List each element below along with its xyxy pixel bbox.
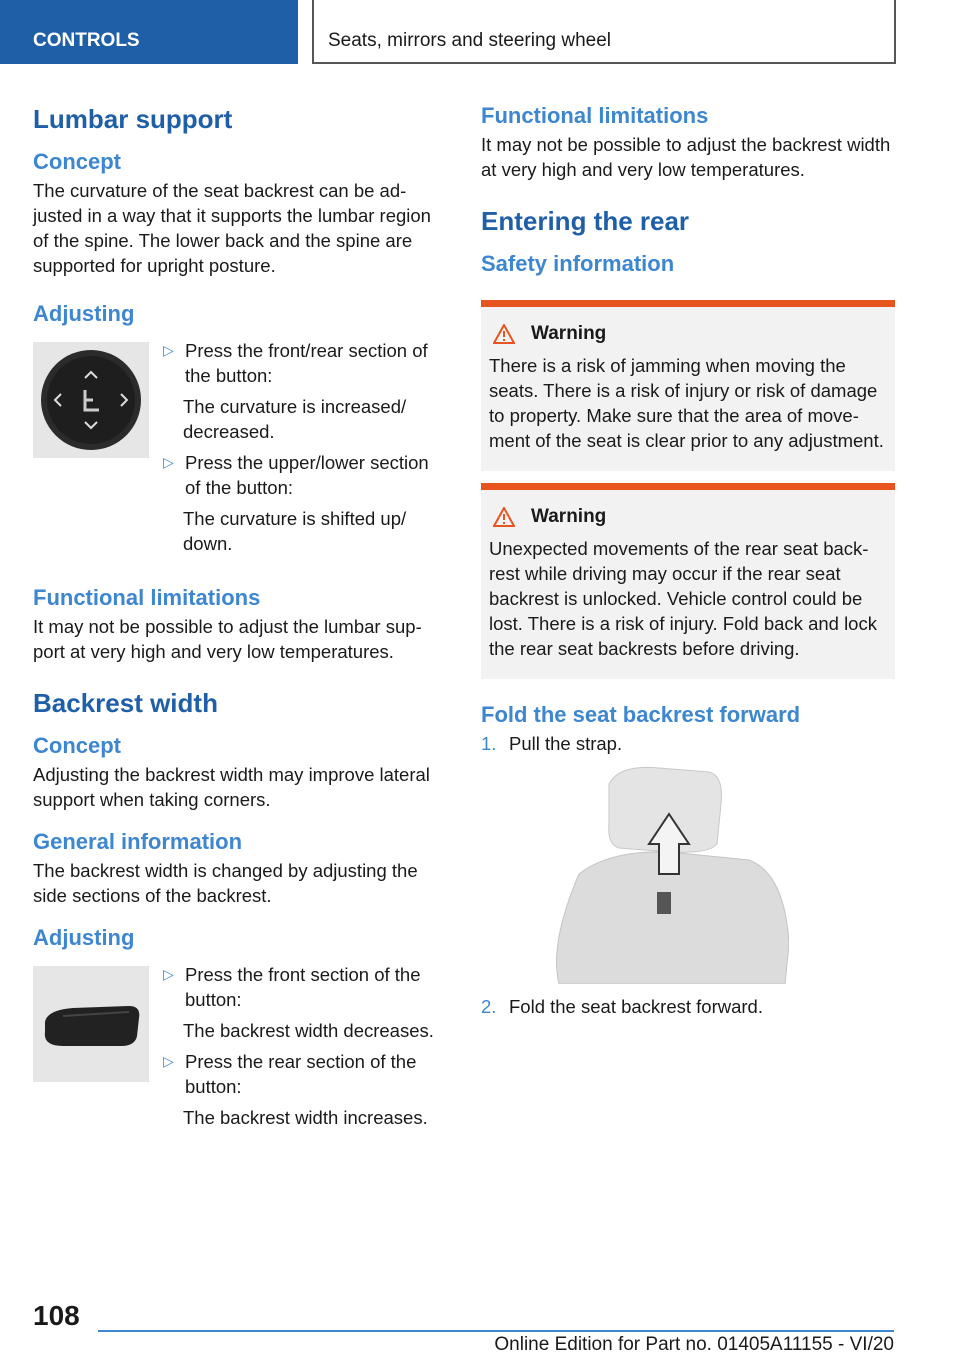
- page-number: 108: [33, 1300, 80, 1331]
- warning-triangle-icon: [493, 324, 515, 344]
- safety-information-heading: Safety information: [481, 251, 675, 276]
- general-information-heading: General information: [33, 829, 243, 854]
- lumbar-button-image: [33, 342, 149, 458]
- step-result: The backrest width decreases.: [183, 1020, 434, 1041]
- functional-limitations-heading: Functional limitations: [33, 585, 261, 610]
- general-information-text: The backrest width is changed by adjusting the side sections of the backrest.: [33, 860, 418, 906]
- section-tab: CONTROLS: [0, 0, 298, 64]
- chapter-title: Seats, mirrors and steering wheel: [312, 0, 896, 64]
- warning-box: [481, 300, 895, 471]
- bw-step: [161, 962, 443, 1012]
- fold-step: [481, 731, 895, 756]
- lumbar-adjusting-block: [33, 338, 443, 562]
- fold-backrest-heading: Fold the seat backrest forward: [481, 702, 801, 727]
- lumbar-support-heading: Lumbar support: [33, 104, 233, 134]
- warning-triangle-icon: [493, 507, 515, 527]
- left-column: [33, 100, 443, 1136]
- step-text: Pull the strap.: [509, 733, 623, 754]
- right-column: [481, 100, 895, 1019]
- functional-limitations-heading: Functional limitations: [481, 103, 709, 128]
- step-text: Fold the seat backrest forward.: [509, 996, 763, 1017]
- step-result: The curvature is shifted up/ down.: [183, 508, 407, 554]
- bw-step: [161, 1049, 443, 1099]
- arrow-icon: ▷: [163, 342, 174, 358]
- arrow-icon: ▷: [163, 454, 174, 470]
- functional-limitations-text: It may not be possible to adjust the lumbar support at very high and very low temperatures.: [33, 616, 422, 662]
- arrow-icon: ▷: [163, 1053, 174, 1069]
- edition-text: Online Edition for Part no. 01405A11155 - VI/20: [494, 1334, 894, 1355]
- warning-title: Warning: [531, 506, 607, 527]
- concept-text: The curvature of the seat backrest can be adjusted in a way that it supports the lumbar region of the spine. The lower back and the spine are supported for upright posture.: [33, 180, 431, 276]
- step-text: Press the upper/lower section of the button:: [185, 452, 429, 498]
- seat-strap-image: [549, 764, 789, 984]
- warning-text: There is a risk of jamming when moving the seats. There is a risk of injury or risk of damage to property. Make sure that the area of movement of the seat is clear prior to any adjustment.: [489, 355, 884, 451]
- bw-adjusting-block: [33, 962, 443, 1136]
- lumbar-step: [161, 450, 443, 500]
- step-text: Press the front section of the button:: [185, 964, 421, 1010]
- warning-box: [481, 483, 895, 679]
- footer-divider: [98, 1330, 894, 1332]
- step-result: The curvature is increased/ decreased.: [183, 396, 407, 442]
- backrest-width-button-image: [33, 966, 149, 1082]
- fold-step: [481, 994, 895, 1019]
- concept-heading: Concept: [33, 149, 121, 174]
- step-number: 1.: [481, 733, 497, 754]
- arrow-icon: ▷: [163, 966, 174, 982]
- functional-limitations-text: It may not be possible to adjust the backrest width at very high and very low temperatures.: [481, 134, 891, 180]
- warning-text: Unexpected movements of the rear seat backrest while driving may occur if the rear seat backrest is unlocked. Vehicle control could be lost. There is a risk of injury. Fold back and lock the rear seat backrests before driving.: [489, 538, 877, 659]
- bw-adjusting-heading: Adjusting: [33, 925, 135, 950]
- step-number: 2.: [481, 996, 497, 1017]
- bw-concept-text: Adjusting the backrest width may improve lateral support when taking corners.: [33, 764, 430, 810]
- lumbar-step: [161, 338, 443, 388]
- step-text: Press the rear section of the button:: [185, 1051, 417, 1097]
- entering-rear-heading: Entering the rear: [481, 206, 690, 236]
- bw-concept-heading: Concept: [33, 733, 121, 758]
- adjusting-heading: Adjusting: [33, 301, 135, 326]
- warning-title: Warning: [531, 323, 607, 344]
- backrest-width-heading: Backrest width: [33, 688, 218, 718]
- step-text: Press the front/rear section of the button:: [185, 340, 428, 386]
- step-result: The backrest width increases.: [183, 1107, 428, 1128]
